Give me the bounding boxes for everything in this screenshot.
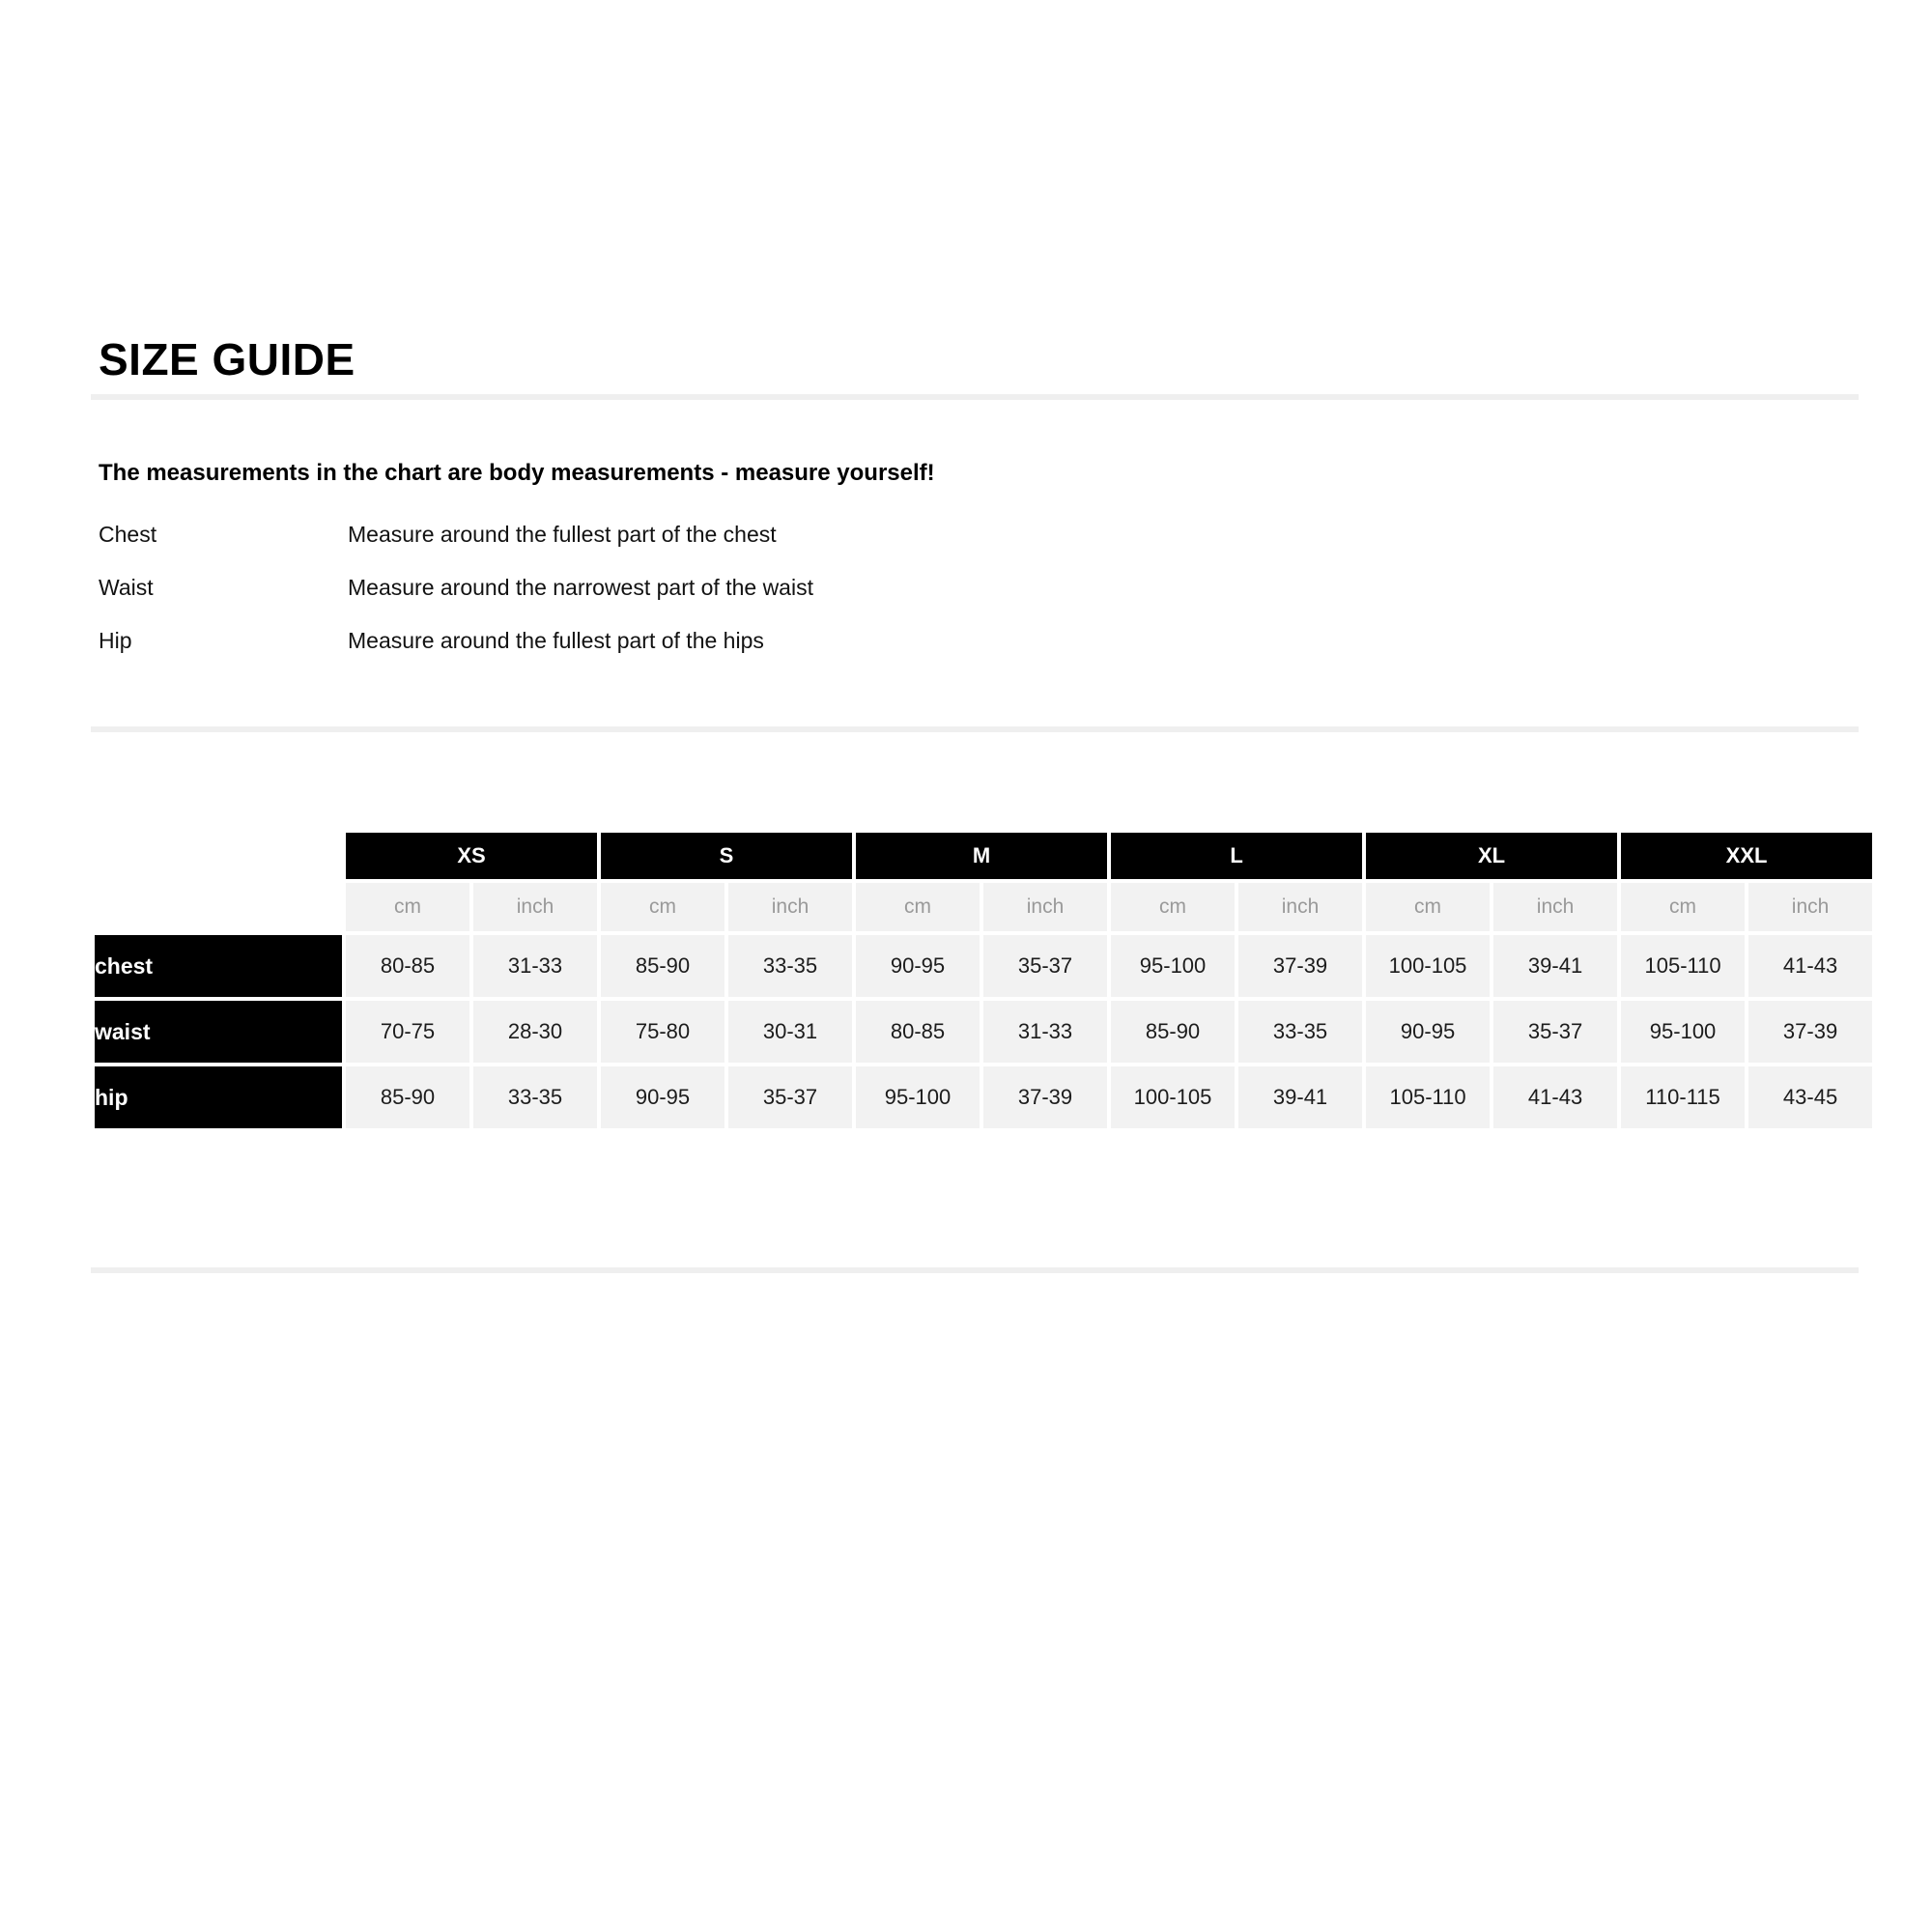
corner-cell: [95, 883, 342, 931]
table-cell: 41-43: [1748, 935, 1872, 997]
unit-cell-inch: inch: [983, 883, 1107, 931]
size-chart-table: [91, 829, 1876, 1132]
table-cell: 39-41: [1493, 935, 1617, 997]
table-cell: 85-90: [601, 935, 724, 997]
row-label-waist: waist: [95, 1001, 342, 1063]
table-row: [95, 935, 1872, 997]
definition-term: Chest: [99, 522, 157, 547]
unit-cell-cm: cm: [1621, 883, 1745, 931]
table-cell: 33-35: [1238, 1001, 1362, 1063]
definition-row: [99, 522, 1258, 575]
table-cell: 39-41: [1238, 1066, 1362, 1128]
table-cell: 90-95: [601, 1066, 724, 1128]
table-cell: 95-100: [856, 1066, 980, 1128]
table-cell: 80-85: [856, 1001, 980, 1063]
table-cell: 35-37: [1493, 1001, 1617, 1063]
size-header-m: M: [856, 833, 1107, 879]
size-header-l: L: [1111, 833, 1362, 879]
table-cell: 85-90: [1111, 1001, 1235, 1063]
divider-bottom: [91, 1267, 1859, 1273]
unit-cell-inch: inch: [1238, 883, 1362, 931]
table-cell: 100-105: [1111, 1066, 1235, 1128]
intro-text: The measurements in the chart are body measurements - measure yourself!: [99, 460, 935, 486]
size-header-s: S: [601, 833, 852, 879]
unit-cell-inch: inch: [1493, 883, 1617, 931]
unit-cell-cm: cm: [1366, 883, 1490, 931]
table-cell: 80-85: [346, 935, 469, 997]
table-cell: 35-37: [983, 935, 1107, 997]
table-row-units: [95, 883, 1872, 931]
table-cell: 43-45: [1748, 1066, 1872, 1128]
row-label-chest: chest: [95, 935, 342, 997]
table-cell: 85-90: [346, 1066, 469, 1128]
table-row: [95, 1001, 1872, 1063]
table-cell: 28-30: [473, 1001, 597, 1063]
definition-term: Hip: [99, 628, 132, 653]
measurement-definitions: [99, 522, 1258, 681]
corner-cell: [95, 833, 342, 879]
table-cell: 33-35: [473, 1066, 597, 1128]
divider-top: [91, 394, 1859, 400]
definition-row: [99, 628, 1258, 681]
unit-cell-cm: cm: [856, 883, 980, 931]
unit-cell-cm: cm: [1111, 883, 1235, 931]
row-label-hip: hip: [95, 1066, 342, 1128]
table-cell: 90-95: [1366, 1001, 1490, 1063]
size-header-xl: XL: [1366, 833, 1617, 879]
table-cell: 95-100: [1621, 1001, 1745, 1063]
table-cell: 75-80: [601, 1001, 724, 1063]
table-cell: 33-35: [728, 935, 852, 997]
unit-cell-inch: inch: [1748, 883, 1872, 931]
size-header-xxl: XXL: [1621, 833, 1872, 879]
size-chart-table-wrapper: [91, 829, 1859, 1132]
definition-description: Measure around the fullest part of the hips: [348, 628, 764, 653]
unit-cell-cm: cm: [601, 883, 724, 931]
table-cell: 30-31: [728, 1001, 852, 1063]
unit-cell-cm: cm: [346, 883, 469, 931]
table-cell: 37-39: [1238, 935, 1362, 997]
size-header-xs: XS: [346, 833, 597, 879]
table-cell: 37-39: [983, 1066, 1107, 1128]
table-cell: 100-105: [1366, 935, 1490, 997]
table-cell: 37-39: [1748, 1001, 1872, 1063]
definition-description: Measure around the narrowest part of the waist: [348, 575, 813, 600]
divider-middle: [91, 726, 1859, 732]
table-cell: 35-37: [728, 1066, 852, 1128]
table-cell: 95-100: [1111, 935, 1235, 997]
table-cell: 31-33: [983, 1001, 1107, 1063]
table-row-sizes: [95, 833, 1872, 879]
definition-row: [99, 575, 1258, 628]
unit-cell-inch: inch: [473, 883, 597, 931]
table-cell: 110-115: [1621, 1066, 1745, 1128]
definition-description: Measure around the fullest part of the chest: [348, 522, 777, 547]
table-cell: 90-95: [856, 935, 980, 997]
table-cell: 105-110: [1366, 1066, 1490, 1128]
definition-term: Waist: [99, 575, 154, 600]
unit-cell-inch: inch: [728, 883, 852, 931]
page-title: SIZE GUIDE: [99, 333, 355, 384]
table-cell: 70-75: [346, 1001, 469, 1063]
table-cell: 105-110: [1621, 935, 1745, 997]
table-cell: 41-43: [1493, 1066, 1617, 1128]
table-cell: 31-33: [473, 935, 597, 997]
table-row: [95, 1066, 1872, 1128]
